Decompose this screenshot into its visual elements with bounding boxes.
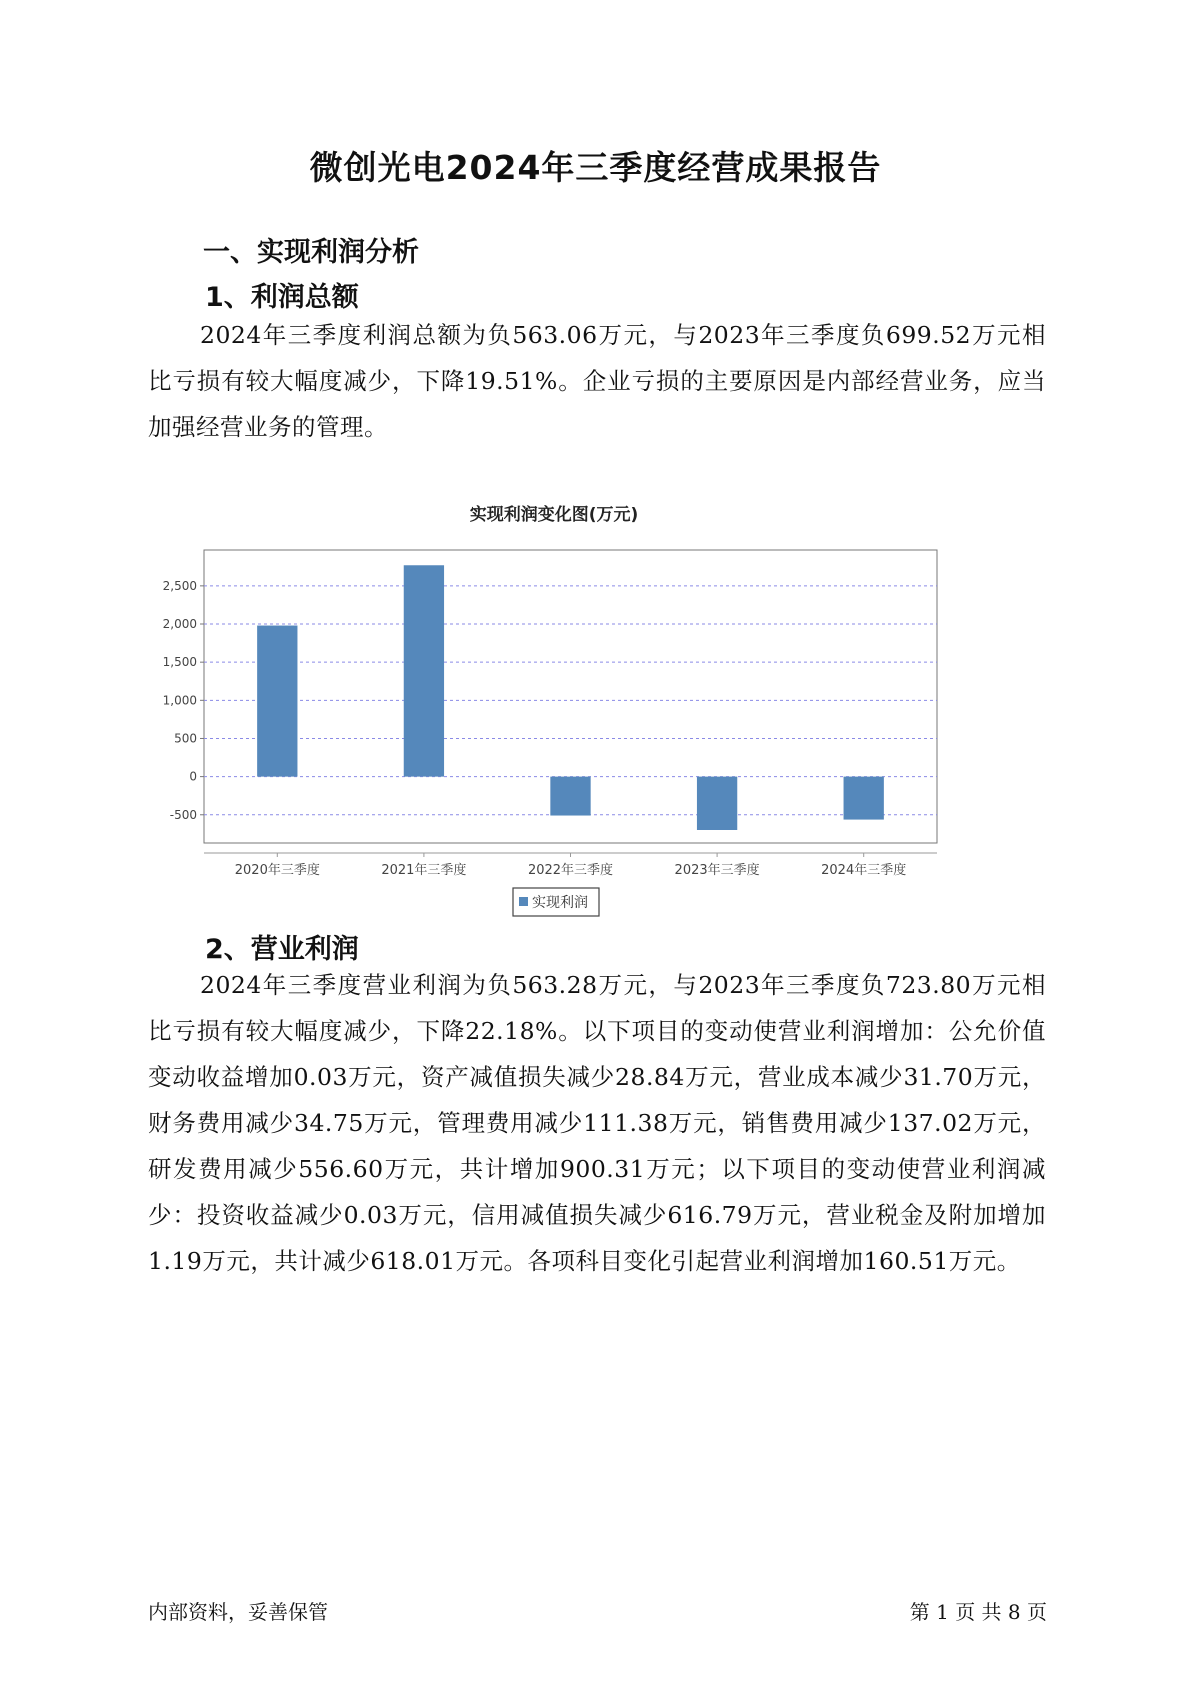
x-axis-ticks — [235, 853, 906, 878]
legend — [513, 888, 599, 916]
subsection-heading-operating-profit: 2、营业利润 — [205, 934, 359, 965]
bars — [257, 565, 884, 830]
y-tick-label: 0 — [189, 769, 197, 784]
x-tick-label: 2020年三季度 — [234, 863, 320, 878]
subsection-heading-total-profit: 1、利润总额 — [205, 282, 359, 313]
y-axis-ticks — [163, 579, 204, 822]
x-tick-label: 2021年三季度 — [381, 863, 467, 878]
paragraph-total-profit: 2024年三季度利润总额为负563.06万元，与2023年三季度负699.52万元相比亏损有较大幅度减少，下降19.51%。企业亏损的主要原因是内部经营业务，应当加强经营业务的管理。 — [148, 321, 1046, 441]
footer-page-number: 第 1 页 共 8 页 — [909, 1600, 1047, 1624]
y-tick-label: 1,500 — [162, 655, 197, 670]
footer-confidential-note: 内部资料，妥善保管 — [148, 1600, 328, 1624]
section-heading-profit-analysis: 一、实现利润分析 — [203, 237, 419, 268]
y-tick-label: -500 — [169, 807, 197, 822]
chart-title: 实现利润变化图(万元) — [469, 505, 639, 525]
bar — [697, 777, 737, 830]
y-tick-label: 1,000 — [162, 693, 197, 708]
legend-label: 实现利润 — [532, 895, 588, 911]
y-tick-label: 2,000 — [162, 617, 197, 632]
x-tick-label: 2024年三季度 — [821, 863, 907, 878]
bar — [550, 777, 590, 816]
y-tick-label: 2,500 — [162, 578, 197, 593]
chart-canvas — [148, 495, 1046, 965]
bar — [257, 626, 297, 777]
bar — [404, 565, 444, 776]
profit-bar-chart — [148, 495, 1046, 965]
document-title: 微创光电2024年三季度经营成果报告 — [309, 148, 882, 187]
legend-swatch — [519, 897, 528, 906]
paragraph-operating-profit: 2024年三季度营业利润为负563.28万元，与2023年三季度负723.80万元相比亏损有较大幅度减少，下降22.18%。以下项目的变动使营业利润增加：公允价值变动收益增加0.03万元，资产减值损失减少28.84万元，营业成本减少31.70万元，财务费用减少34.75万元，管理费用减少111.38万元，销售费用减少137.02万元，研发费用减少556.60万元，共计增加900.31万元；以下项目的变动使营业利润减少：投资收益减少0.03万元，信用减值损失减少616.79万元，营业税金及附加增加1.19万元，共计减少618.01万元。各项科目变化引起营业利润增加160.51万元。 — [148, 971, 1046, 1275]
y-tick-label: 500 — [174, 731, 197, 746]
x-tick-label: 2022年三季度 — [527, 863, 614, 878]
bar — [844, 777, 884, 820]
x-tick-label: 2023年三季度 — [674, 863, 760, 878]
